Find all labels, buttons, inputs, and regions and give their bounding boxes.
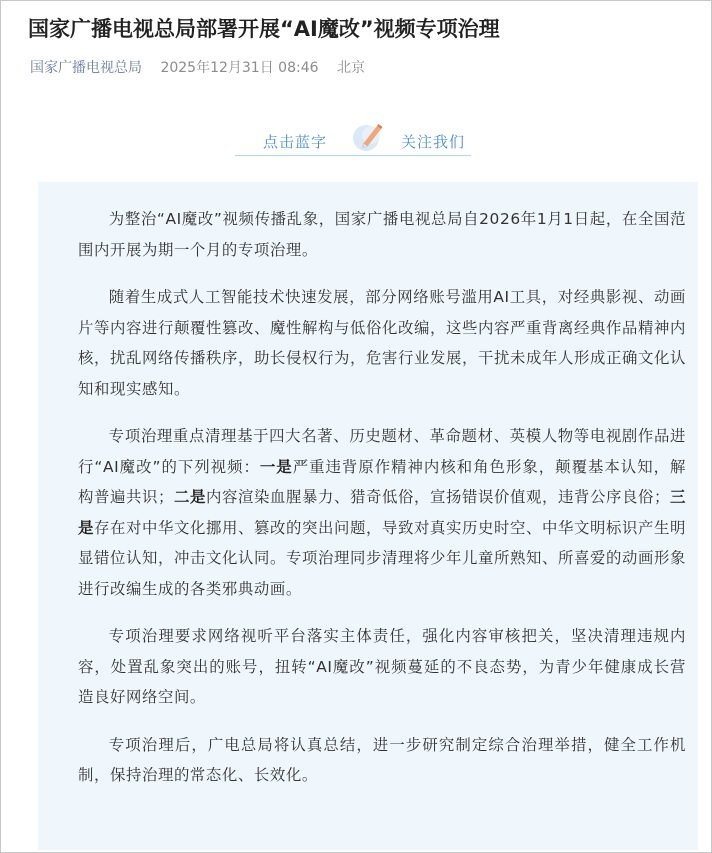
- article-meta: [30, 58, 379, 78]
- paragraph-4: 专项治理要求网络视听平台落实主体责任，强化内容审核把关，坚决清理违规内容，处置乱象突出的账号，扭转“AI魔改”视频蔓延的不良态势，为青少年健康成长营造良好网络空间。: [78, 627, 686, 706]
- paragraph-1: 为整治“AI魔改”视频传播乱象，国家广播电视总局自2026年1月1日起，在全国范围内开展为期一个月的专项治理。: [78, 210, 686, 259]
- article-location: 北京: [336, 60, 365, 76]
- paragraph-3-intro: 专项治理重点清理基于四大名著、历史题材、革命题材、英模人物等电视剧作品进行“AI魔改”的下列视频：: [78, 427, 686, 476]
- paragraph-5: 专项治理后，广电总局将认真总结，进一步研究制定综合治理举措，健全工作机制，保持治理的常态化、长效化。: [78, 735, 686, 784]
- follow-text-left[interactable]: 点击蓝字: [263, 133, 328, 151]
- article-title: 国家广播电视总局部署开展“AI魔改”视频专项治理: [28, 17, 500, 41]
- article-datetime: 2025年12月31日 08:46: [160, 60, 319, 76]
- paragraph-3: [78, 421, 686, 604]
- follow-text-right[interactable]: 关注我们: [401, 133, 466, 151]
- point-2-text: 内容渲染血腥暴力、猎奇低俗，宣扬错误价值观，违背公序良俗；: [206, 488, 670, 506]
- paragraph-2: 随着生成式人工智能技术快速发展，部分网络账号滥用AI工具，对经典影视、动画片等内容进行颠覆性篡改、魔性解构与低俗化改编，这些内容严重背离经典作品精神内核，扰乱网络传播秩序，助长侵权行为，危害行业发展，干扰未成年人形成正确文化认知和现实感知。: [78, 288, 686, 398]
- follow-banner[interactable]: [235, 118, 471, 158]
- point-2-label: 二是: [174, 488, 207, 506]
- pen-icon: [351, 118, 387, 154]
- point-3-text: 存在对中华文化挪用、篡改的突出问题，导致对真实历史时空、中华文明标识产生明显错位认知，冲击文化认同。专项治理同步清理将少年儿童所熟知、所喜爱的动画形象进行改编生成的各类邪典动画。: [78, 518, 686, 598]
- article-body: [38, 182, 698, 850]
- article-source-link[interactable]: 国家广播电视总局: [30, 60, 142, 76]
- point-1-text: 严重违背原作精神内核和角色形象，颠覆基本认知，解构普遍共识；: [78, 457, 686, 506]
- follow-divider: [235, 155, 471, 156]
- point-1-label: 一是: [259, 457, 293, 476]
- point-3-label: 三是: [78, 488, 686, 537]
